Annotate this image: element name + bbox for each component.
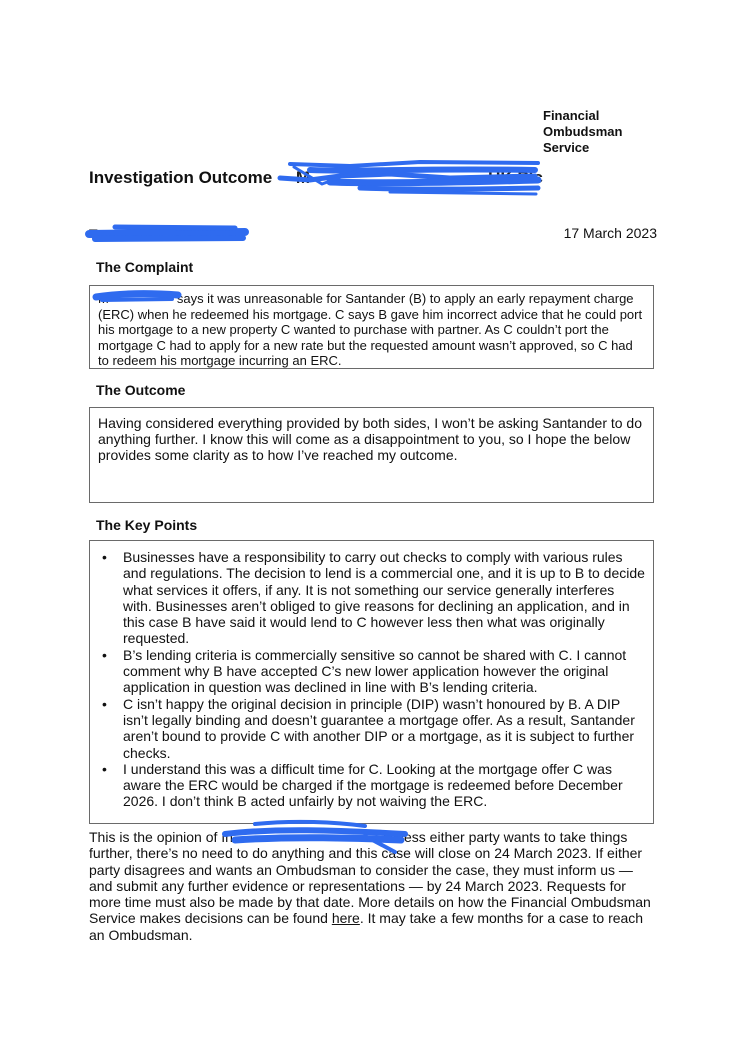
bullet-icon: • <box>102 760 107 777</box>
redaction-scribble-recipient <box>85 222 255 246</box>
brand-line: Financial <box>543 108 600 123</box>
complaint-lead: M <box>98 291 109 306</box>
bullet-icon: • <box>102 646 107 663</box>
closing-text: Unless either party wants to take things further, there’s no need to do anything and this case will close on 24 March 2023. If either party disagrees and wants an Ombudsman to consider the case, they must inform us — and submit any further evidence or representations — by 24 March 2023. Requests for more time must also be made by that date. More details on how the Financial Ombudsman Service makes decisions can be found <box>89 829 651 927</box>
title-suffix <box>277 168 543 187</box>
outcome-text: Having considered everything provided by both sides, I won’t be asking Santander to do anything further. I know this will come as a disappointment to you, so I hope the below provides some clarity as to how I’ve reached my outcome. <box>98 415 643 463</box>
outcome-heading: The Outcome <box>96 382 186 398</box>
title-suffix-start: – M <box>281 168 311 187</box>
key-point-text: I understand this was a difficult time for C. Looking at the mortgage offer C was aware the ERC would be charged if the mortgage is redeemed before December 2026. I don’t think B acted unfairly by not waiving the ERC. <box>123 760 623 810</box>
bullet-icon: • <box>102 695 107 712</box>
document-date: 17 March 2023 <box>563 225 657 241</box>
key-point-text: Businesses have a responsibility to carry out checks to comply with various rules and regulations. The decision to lend is a commercial one, and it is up to B to decide what services it offers, if any. It is not something our service generally interferes with. Businesses aren’t obliged to give reasons for declining an application, and in this case B have said it would lend to C however less then what was originally requested. <box>123 549 645 647</box>
key-point-text: B’s lending criteria is commercially sensitive so cannot be shared with C. I cannot comment why B have accepted C’s new lower application however the original application in question was declined in line with B’s lending criteria. <box>123 646 627 696</box>
key-point-text: C isn’t happy the original decision in principle (DIP) wasn’t honoured by B. A DIP isn’t legally binding and doesn’t guarantee a mortgage offer. As a result, Santander aren’t bound to provide C with another DIP or a mortgage, as it is subject to further checks. <box>123 695 635 761</box>
document-title <box>89 168 543 188</box>
key-point-item <box>100 647 645 696</box>
key-point-item <box>100 761 645 810</box>
here-link[interactable]: here <box>331 910 360 927</box>
complaint-text: says it was unreasonable for Santander (B) to apply an early repayment charge (ERC) when he redeemed his mortgage. C says B gave him incorrect advice that he could port his mortgage to a new property C wanted to purchase with partner. As C couldn’t port the mortgage C had to apply for a new rate but the requested amount wasn’t approved, so C had to redeem his mortgage incurring an ERC. <box>98 291 643 368</box>
key-point-item <box>100 696 645 761</box>
complaint-heading: The Complaint <box>96 259 194 275</box>
brand-line: Ombudsman <box>543 124 623 139</box>
closing-paragraph <box>89 829 659 943</box>
recipient-name: T <box>89 226 98 242</box>
closing-text-end: . It may take a few months for a case to reach an Ombudsman. <box>89 910 644 943</box>
title-suffix-end: UK Plc <box>488 168 543 187</box>
key-point-item <box>100 549 645 647</box>
bullet-icon: • <box>102 549 107 565</box>
complaint-box <box>89 285 654 369</box>
brand-line: Service <box>543 140 590 155</box>
opinion-prefix: This is the opinion of In <box>89 829 233 845</box>
outcome-box <box>89 407 654 503</box>
key-points-heading: The Key Points <box>96 517 198 533</box>
key-points-list <box>100 549 645 810</box>
brand-logo-text <box>543 108 622 156</box>
title-text: Investigation Outcome <box>89 168 273 187</box>
key-points-box <box>89 540 654 824</box>
